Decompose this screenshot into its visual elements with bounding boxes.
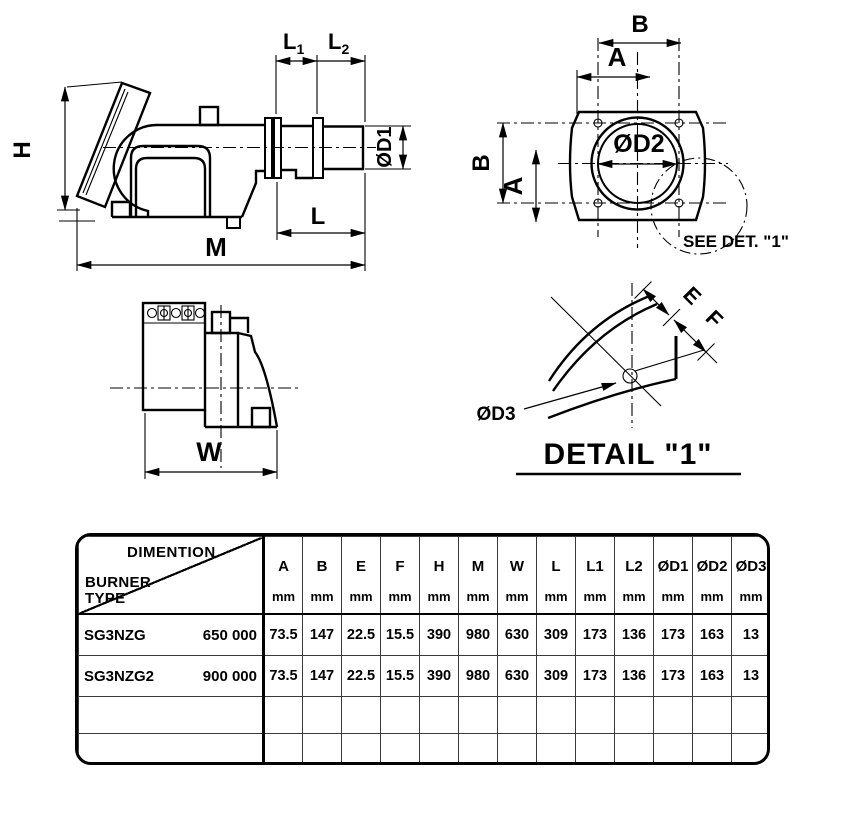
empty-cell	[693, 734, 732, 766]
burner-type: SG3NZG2	[84, 667, 155, 685]
empty-cell	[381, 734, 420, 766]
dimension-table	[75, 533, 770, 765]
side-view	[9, 29, 411, 271]
dim-label-d2: ØD2	[613, 130, 665, 158]
corner-label-burner-type: BURNER TYPE	[85, 574, 151, 607]
col-header-d3: ØD3 mm	[732, 537, 771, 615]
col-header-b: B mm	[303, 537, 342, 615]
empty-cell	[420, 734, 459, 766]
col-header-f: F mm	[381, 537, 420, 615]
burner-rating: 650 000	[202, 626, 257, 644]
value-cell: 309	[537, 614, 576, 656]
value-cell: 136	[615, 656, 654, 697]
value-cell: 390	[420, 614, 459, 656]
empty-cell	[264, 697, 303, 734]
dim-label-m: M	[205, 232, 227, 262]
empty-cell	[459, 697, 498, 734]
value-cell: 630	[498, 656, 537, 697]
empty-cell	[79, 734, 264, 766]
dim-label-b-top: B	[631, 11, 649, 38]
value-cell: 13	[732, 614, 771, 656]
empty-cell	[615, 697, 654, 734]
table-row-empty	[79, 697, 771, 734]
value-cell: 173	[654, 656, 693, 697]
value-cell: 15.5	[381, 656, 420, 697]
detail-title: DETAIL "1"	[543, 438, 713, 471]
value-cell: 173	[654, 614, 693, 656]
value-cell: 980	[459, 614, 498, 656]
value-cell: 22.5	[342, 656, 381, 697]
empty-cell	[498, 734, 537, 766]
table-row-empty	[79, 734, 771, 766]
burner-rating: 900 000	[202, 667, 257, 685]
dim-label-d1: ØD1	[374, 126, 396, 168]
empty-cell	[264, 734, 303, 766]
value-cell: 173	[576, 656, 615, 697]
dim-label-l2: $L_2$	[328, 29, 350, 57]
dim-label-l: L	[310, 203, 326, 230]
empty-cell	[342, 734, 381, 766]
col-header-l2: L2 mm	[615, 537, 654, 615]
value-cell: 390	[420, 656, 459, 697]
col-header-e: E mm	[342, 537, 381, 615]
dim-label-f: F	[700, 305, 728, 333]
flange-view	[468, 11, 789, 254]
value-cell: 147	[303, 614, 342, 656]
dim-label-h: H	[9, 141, 36, 159]
empty-cell	[693, 697, 732, 734]
corner-label-dimension: DIMENTION	[127, 544, 216, 561]
indicator-lamp-icon	[182, 306, 194, 320]
value-cell: 73.5	[264, 614, 303, 656]
see-detail-note: SEE DET. "1"	[683, 232, 789, 251]
col-header-a: A mm	[264, 537, 303, 615]
col-header-d1: ØD1 mm	[654, 537, 693, 615]
empty-cell	[654, 697, 693, 734]
value-cell: 173	[576, 614, 615, 656]
col-header-l: L mm	[537, 537, 576, 615]
value-cell: 309	[537, 656, 576, 697]
value-cell: 22.5	[342, 614, 381, 656]
empty-cell	[381, 697, 420, 734]
empty-cell	[498, 697, 537, 734]
front-view	[110, 303, 300, 479]
table-row	[79, 614, 771, 656]
value-cell: 13	[732, 656, 771, 697]
burner-type-cell	[79, 614, 264, 656]
dim-label-l1: $L_1$	[283, 29, 305, 57]
table-row	[79, 656, 771, 697]
dim-label-a-top: A	[607, 42, 627, 72]
value-cell: 980	[459, 656, 498, 697]
empty-cell	[537, 697, 576, 734]
col-header-m: M mm	[459, 537, 498, 615]
empty-cell	[459, 734, 498, 766]
empty-cell	[576, 697, 615, 734]
empty-cell	[537, 734, 576, 766]
col-header-h: H mm	[420, 537, 459, 615]
value-cell: 15.5	[381, 614, 420, 656]
table-header-row	[79, 537, 771, 615]
empty-cell	[615, 734, 654, 766]
dim-label-b-left: B	[468, 154, 495, 172]
empty-cell	[303, 734, 342, 766]
empty-cell	[420, 697, 459, 734]
empty-cell	[576, 734, 615, 766]
detail-view	[476, 282, 741, 475]
burner-type-cell	[79, 656, 264, 697]
value-cell: 136	[615, 614, 654, 656]
empty-cell	[654, 734, 693, 766]
dim-label-a-left: A	[498, 176, 528, 196]
empty-cell	[79, 697, 264, 734]
value-cell: 147	[303, 656, 342, 697]
empty-cell	[342, 697, 381, 734]
value-cell: 630	[498, 614, 537, 656]
col-header-d2: ØD2 mm	[693, 537, 732, 615]
dim-label-e: E	[678, 281, 707, 310]
empty-cell	[732, 697, 771, 734]
empty-cell	[732, 734, 771, 766]
value-cell: 163	[693, 614, 732, 656]
burner-type: SG3NZG	[84, 626, 146, 644]
empty-cell	[303, 697, 342, 734]
col-header-w: W mm	[498, 537, 537, 615]
table-corner-cell	[79, 537, 264, 615]
col-header-l1: L1 mm	[576, 537, 615, 615]
dim-label-d3: ØD3	[476, 404, 516, 425]
value-cell: 163	[693, 656, 732, 697]
dim-label-w: W	[196, 437, 222, 467]
indicator-lamp-icon	[158, 306, 170, 320]
value-cell: 73.5	[264, 656, 303, 697]
